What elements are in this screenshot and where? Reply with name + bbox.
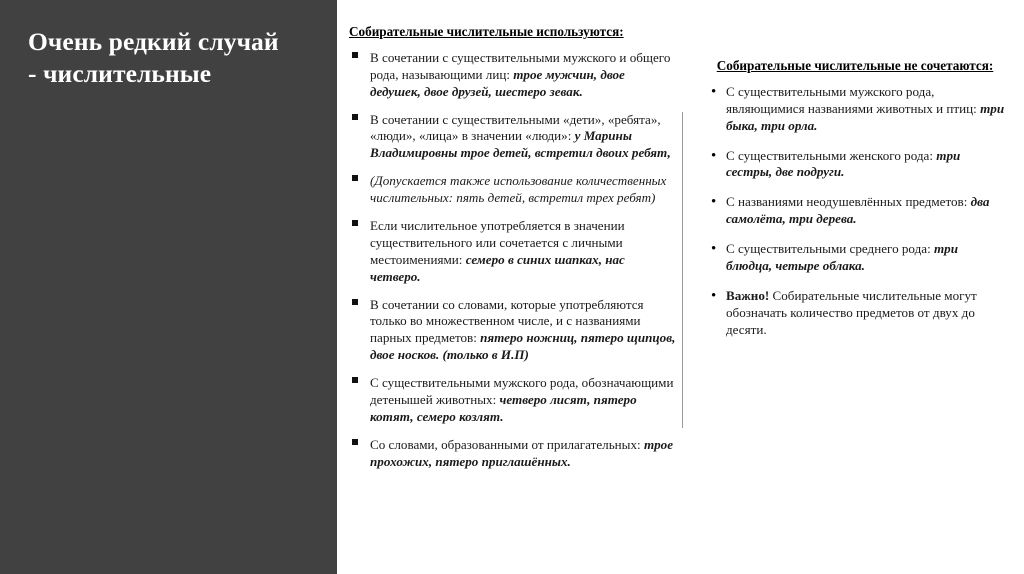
column-divider <box>682 112 683 428</box>
item-text: В сочетании со словами, которые употребляются только во множественном числе, и с названиями парных предметов: <box>370 296 644 346</box>
item-text: С существительными мужского рода, являющимися названиями животных и птиц: <box>726 83 981 116</box>
square-bullet-icon <box>352 299 358 305</box>
middle-column <box>337 0 682 471</box>
round-bullet-icon: • <box>711 287 717 304</box>
list-item <box>345 297 676 365</box>
right-column-heading: Собирательные числительные не сочетаются: <box>716 58 994 73</box>
middle-column-list <box>345 50 676 471</box>
item-example-emphasis: четверо лисят, пятеро котят, семеро козлят. <box>370 392 637 424</box>
item-text: С существительными мужского рода, обозначающими детенышей животных: <box>370 375 674 408</box>
item-text: (Допускается также использование количественных числительных: пять детей, встретил трех ребят) <box>370 173 667 206</box>
list-item <box>704 84 1006 135</box>
right-column <box>692 0 1024 352</box>
item-text: В сочетании с существительными «дети», «ребята», «люди», «лица» в значении «люди»: <box>370 111 661 144</box>
page-title <box>28 26 318 89</box>
item-example-emphasis: у Марины Владимировны трое детей, встретил двоих ребят, <box>370 128 671 161</box>
round-bullet-icon: • <box>711 194 717 211</box>
list-item <box>345 375 676 426</box>
square-bullet-icon <box>352 439 358 445</box>
item-example-emphasis: трое мужчин, двое дедушек, двое друзей, шестеро зевак. <box>370 66 625 99</box>
round-bullet-icon: • <box>711 147 717 164</box>
list-item <box>704 241 1006 275</box>
right-column-list <box>704 84 1006 339</box>
item-text: С названиями неодушевлённых предметов: <box>726 194 971 210</box>
item-example-emphasis: семеро в синих шапках, нас четверо. <box>370 251 625 284</box>
list-item <box>345 437 676 471</box>
item-example-emphasis: пятеро ножниц, пятеро щипцов, двое носков. (только в И.П) <box>370 330 676 363</box>
page-title-line-1: Очень редкий случай <box>28 27 279 56</box>
square-bullet-icon <box>352 220 358 226</box>
item-lead-bold: Важно! <box>726 287 770 303</box>
item-text: С существительными женского рода: <box>726 147 937 163</box>
list-item <box>704 194 1006 228</box>
item-text: В сочетании с существительными мужского и общего рода, называющими лиц: <box>370 49 671 82</box>
square-bullet-icon <box>352 175 358 181</box>
item-text: Собирательные числительные могут обозначать количество предметов от двух до десяти. <box>726 287 977 337</box>
list-item <box>345 50 676 101</box>
item-example-emphasis: три быка, три орла. <box>726 100 1005 133</box>
list-item <box>345 112 676 163</box>
list-item <box>345 218 676 286</box>
list-item <box>704 148 1006 182</box>
item-text: Со словами, образованными от прилагательных: <box>370 436 644 452</box>
item-example-emphasis: три сестры, две подруги. <box>726 147 961 180</box>
item-example-emphasis: трое прохожих, пятеро приглашённых. <box>370 436 674 469</box>
square-bullet-icon <box>352 52 358 58</box>
item-example-emphasis: три блюдца, четыре облака. <box>726 241 959 274</box>
list-item <box>704 288 1006 339</box>
square-bullet-icon <box>352 377 358 383</box>
title-panel <box>0 0 337 574</box>
round-bullet-icon: • <box>711 241 717 258</box>
round-bullet-icon: • <box>711 83 717 100</box>
item-example-emphasis: два самолёта, три дерева. <box>726 194 990 227</box>
item-text: Если числительное употребляется в значении существительного или сочетается с личными местоимениями: <box>370 218 625 267</box>
page-title-line-2: - числительные <box>28 58 212 88</box>
square-bullet-icon <box>352 114 358 120</box>
middle-column-heading: Собирательные числительные используются: <box>349 24 624 39</box>
item-text: С существительными среднего рода: <box>726 241 934 257</box>
list-item <box>345 173 676 207</box>
